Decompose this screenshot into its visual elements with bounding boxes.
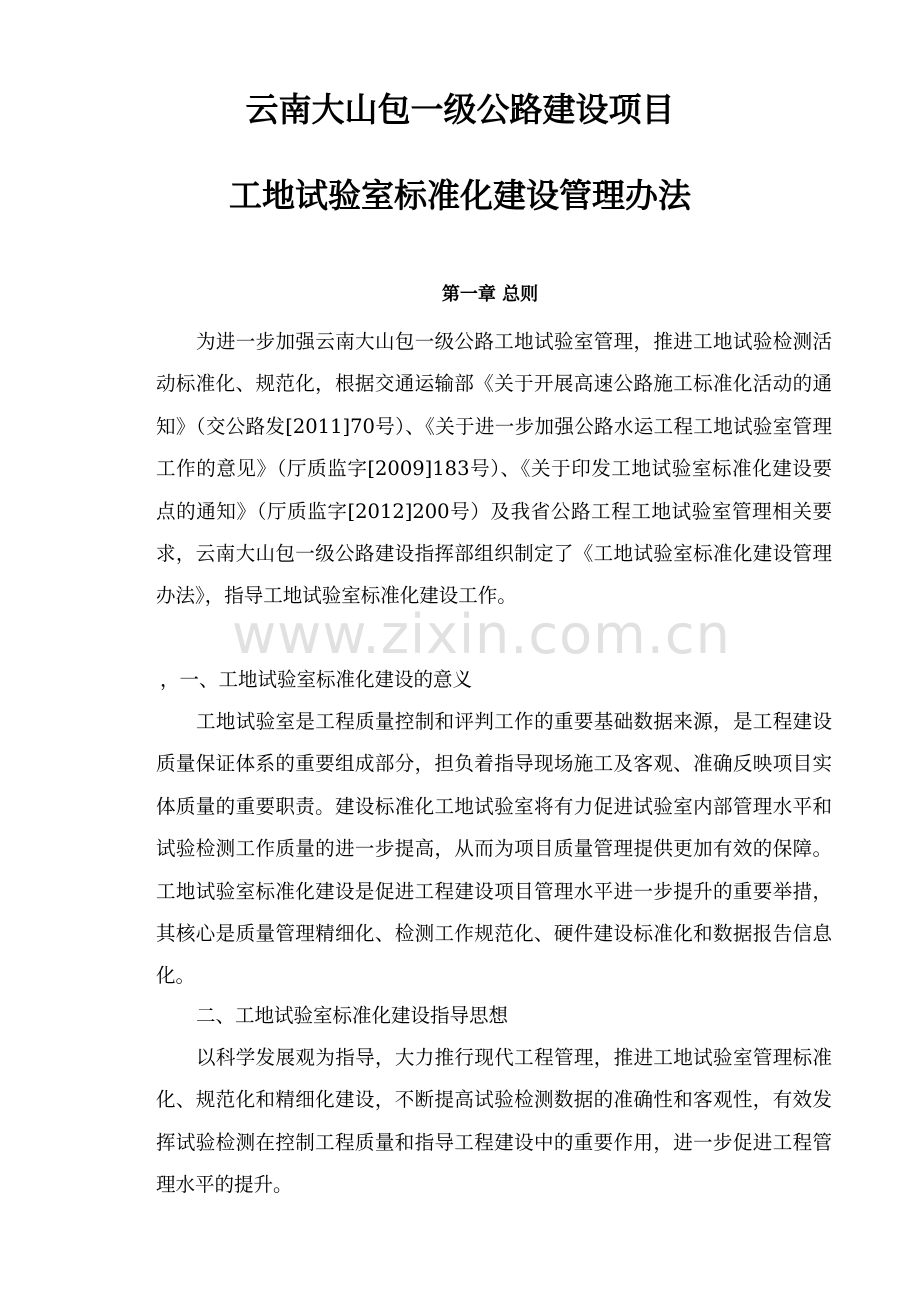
document-title-line1: 云南大山包一级公路建设项目 <box>245 90 675 129</box>
paragraph-guiding-ideology: 以科学发展观为指导，大力推行现代工程管理，推进工地试验室管理标准化、规范化和精细化建设，不断提高试验检测数据的准确性和客观性，有效发挥试验检测在控制工程质量和指导工程建设中的重要作用，进一步促进工程管理水平的提升。 <box>156 1046 832 1197</box>
document-title-line2: 工地试验室标准化建设管理办法 <box>229 176 691 215</box>
paragraph-general-intro: 为进一步加强云南大山包一级公路工地试验室管理，推进工地试验检测活动标准化、规范化，根据交通运输部《关于开展高速公路施工标准化活动的通知》（交公路发[2011]70号）、《关于进一步加强公路水运工程工地试验室管理工作的意见》（厅质监字[2009]183号）、《关于印发工地试验室标准化建设要点的通知》（厅质监字[2012]200号）及我省公路工程工地试验室管理相关要求，云南大山包一级公路建设指挥部组织制定了《工地试验室标准化建设管理办法》，指导工地试验室标准化建设工作。 <box>156 330 832 608</box>
section-heading-significance: ，一、工地试验室标准化建设的意义 <box>160 668 473 691</box>
section-heading-guiding-ideology: 二、工地试验室标准化建设指导思想 <box>196 1004 509 1027</box>
watermark: www.zixin.com.cn <box>232 603 731 666</box>
chapter-heading: 第一章 总则 <box>441 284 539 305</box>
paragraph-significance: 工地试验室是工程质量控制和评判工作的重要基础数据来源，是工程建设质量保证体系的重要组成部分，担负着指导现场施工及客观、准确反映项目实体质量的重要职责。建设标准化工地试验室将有力促进试验室内部管理水平和试验检测工作质量的进一步提高，从而为项目质量管理提供更加有效的保障。工地试验室标准化建设是促进工程建设项目管理水平进一步提升的重要举措，其核心是质量管理精细化、检测工作规范化、硬件建设标准化和数据报告信息化。 <box>156 710 832 988</box>
